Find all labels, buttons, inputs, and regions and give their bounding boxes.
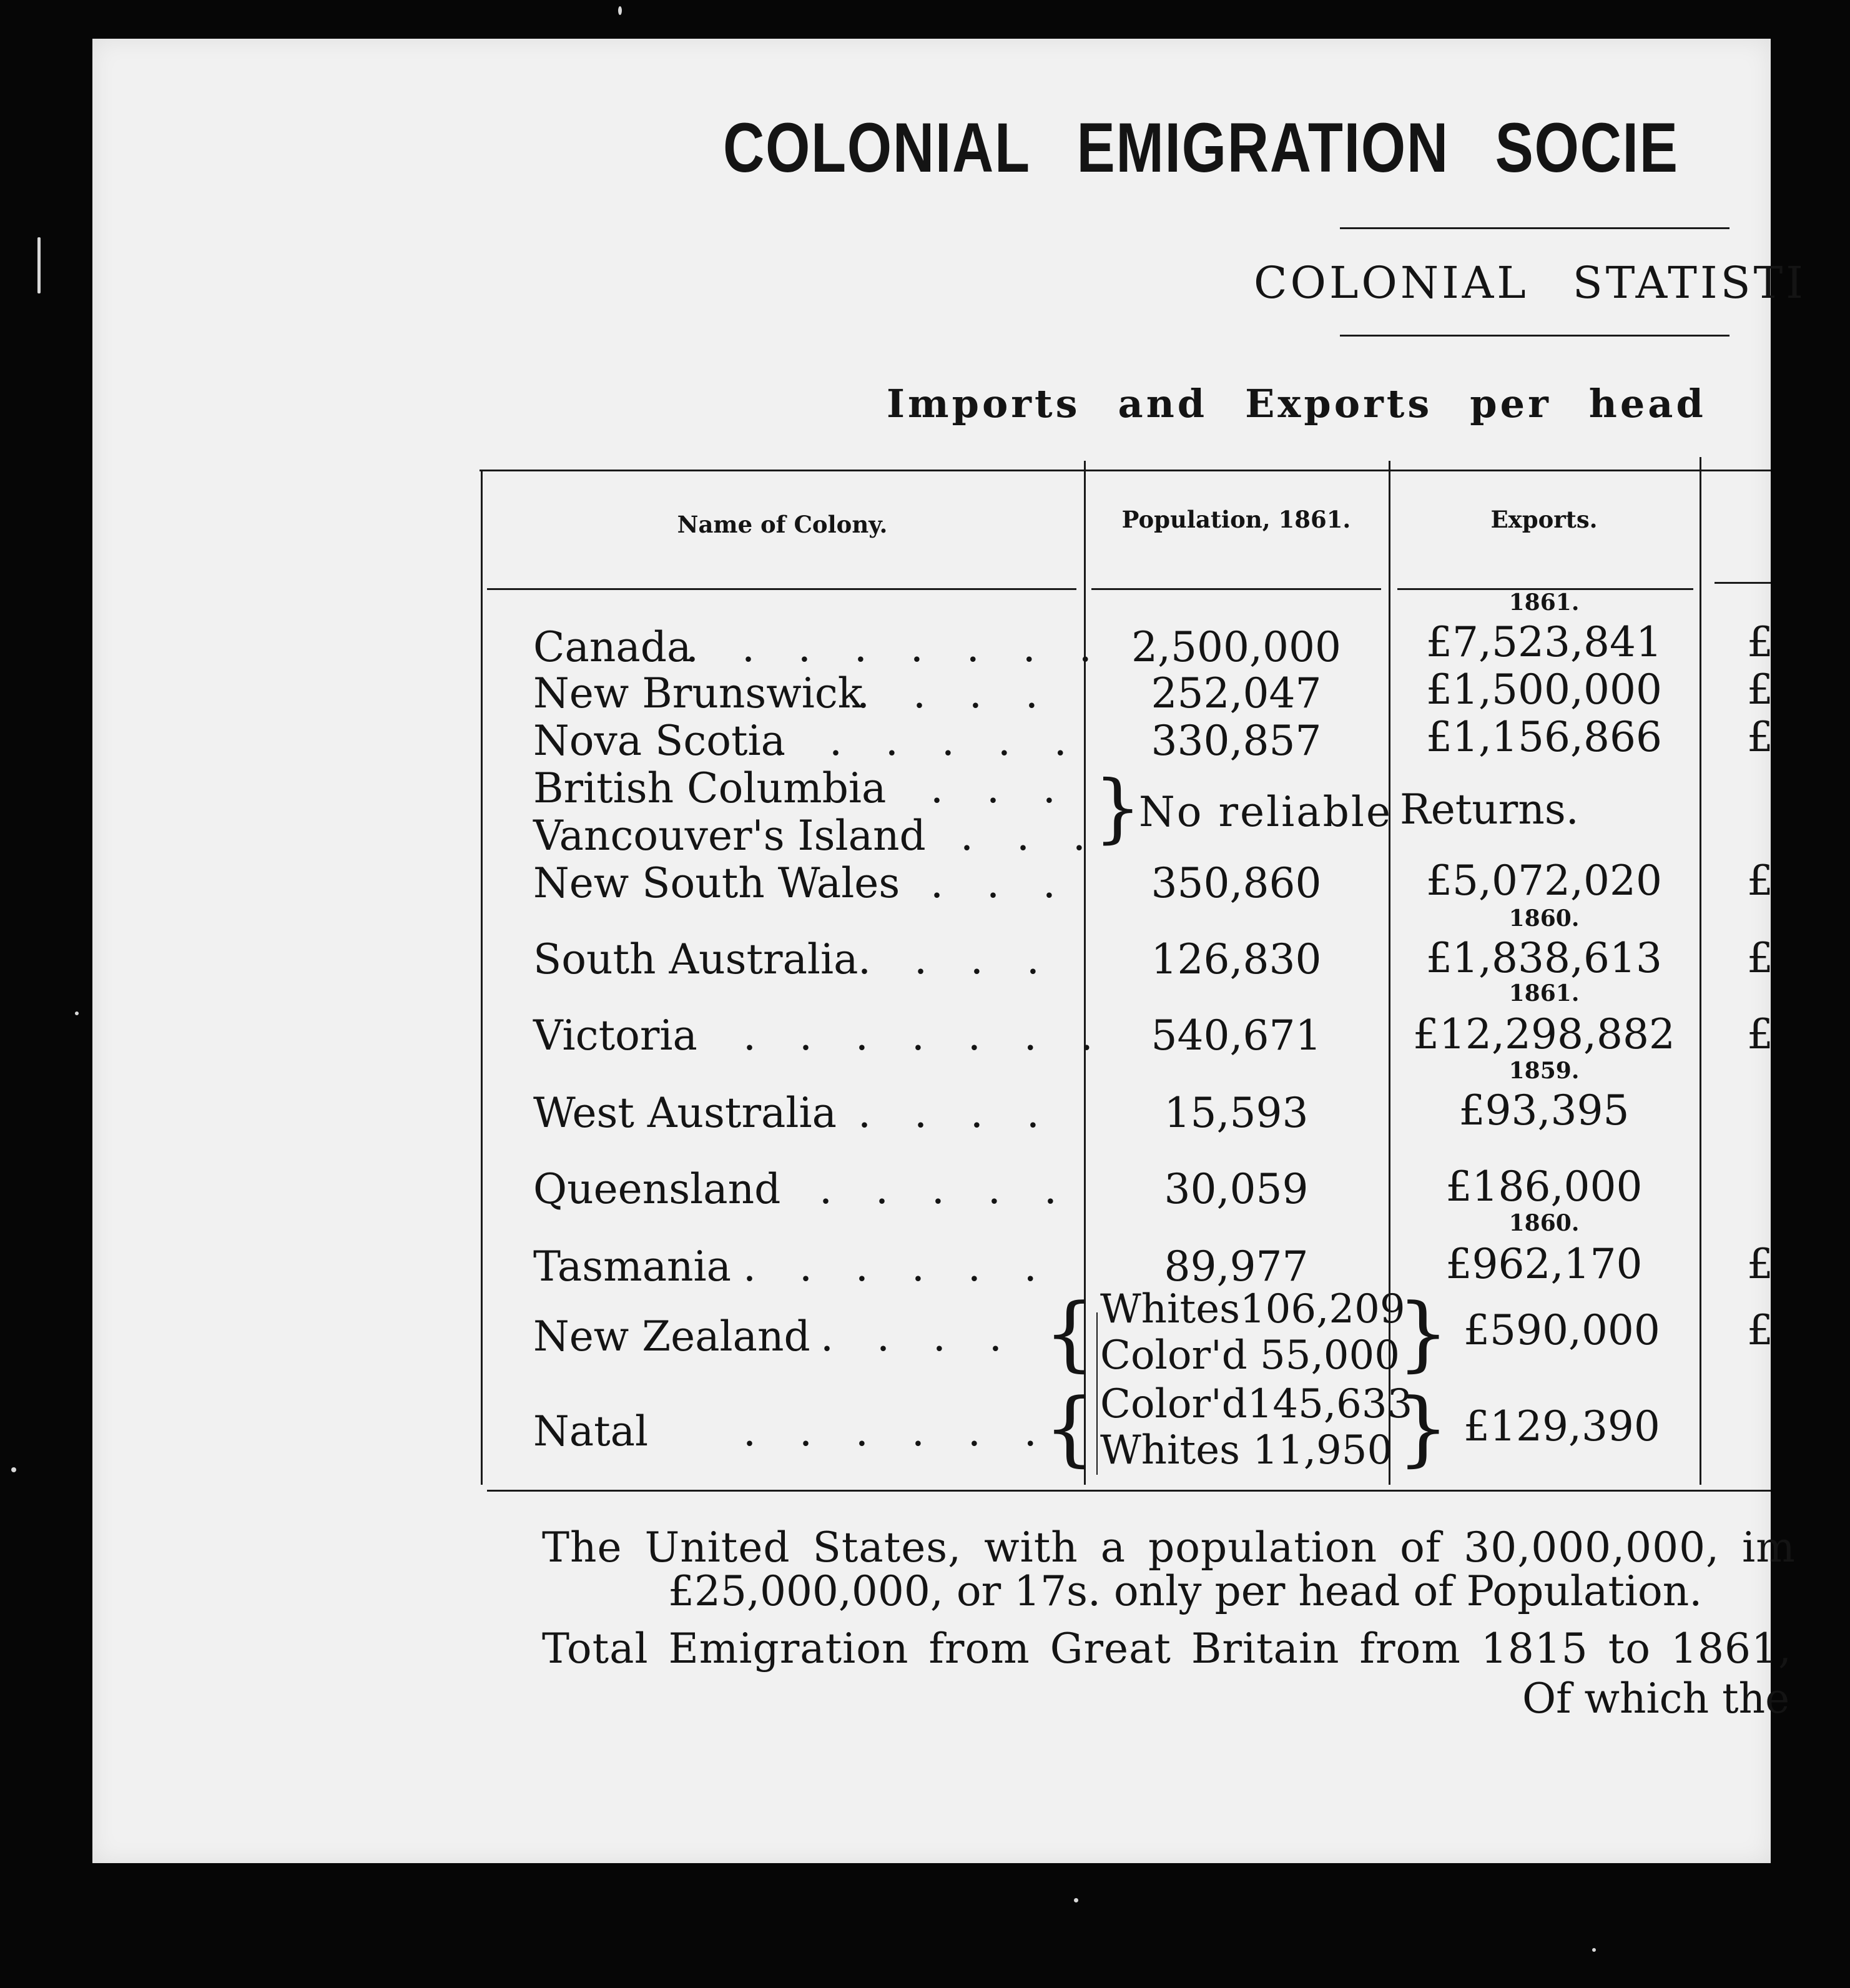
- exports-tasmania: £962,170: [1445, 1240, 1643, 1288]
- colony-name-victoria: Victoria: [533, 1011, 697, 1060]
- nz-natal-divider: [1096, 1312, 1098, 1475]
- imports-truncated: £: [1747, 1306, 1773, 1354]
- dot-leader: . . .: [930, 859, 1071, 907]
- exports-new-zealand: £590,000: [1464, 1306, 1660, 1354]
- title-rule: [1340, 227, 1729, 229]
- population-canada: 2,500,000: [1131, 623, 1341, 671]
- population-tasmania: 89,977: [1164, 1242, 1309, 1291]
- exports-queensland: £186,000: [1445, 1163, 1643, 1211]
- dot-leader: . . .: [930, 764, 1071, 812]
- subtitle-rule: [1340, 335, 1729, 337]
- footer-line-3: Total Emigration from Great Britain from 1815 to 1861,: [542, 1625, 1792, 1673]
- dot-leader: . . . .: [857, 669, 1053, 717]
- imports-truncated: £: [1747, 934, 1773, 982]
- document-page: [92, 39, 1806, 1863]
- document-subtitle: COLONIAL STATISTI: [1254, 257, 1806, 308]
- header-rule-2: [1091, 588, 1381, 590]
- exports-new-brunswick: £1,500,000: [1426, 666, 1662, 714]
- dot-leader: . . . . . . .: [743, 1011, 1108, 1060]
- table-left-border: [481, 470, 483, 1485]
- footer-line-1: The United States, with a population of 30,000,000, im: [542, 1523, 1796, 1572]
- header-rule-4: [1715, 582, 1771, 584]
- exports-natal: £129,390: [1464, 1402, 1660, 1450]
- population-nova-scotia: 330,857: [1151, 717, 1322, 765]
- brace-icon: {: [1044, 1286, 1096, 1380]
- exports-nova-scotia: £1,156,866: [1426, 713, 1662, 761]
- colony-name-west-australia: West Australia: [533, 1089, 837, 1137]
- brace-icon: }: [1397, 1380, 1449, 1475]
- year-note-1860: 1860.: [1508, 905, 1580, 932]
- dot-leader: . . . .: [858, 935, 1055, 983]
- population-south-australia: 126,830: [1151, 935, 1322, 983]
- table-bottom-border: [487, 1490, 1771, 1492]
- brace-icon: {: [1044, 1380, 1096, 1475]
- exports-west-australia: £93,395: [1459, 1086, 1630, 1134]
- footer-line-4: Of which the: [1522, 1675, 1790, 1723]
- population-queensland: 30,059: [1164, 1165, 1309, 1213]
- imports-truncated: £: [1747, 666, 1773, 714]
- year-note-1861: 1861.: [1508, 980, 1580, 1006]
- exports-south-australia: £1,838,613: [1426, 934, 1662, 982]
- dot-leader: . . . . . .: [773, 717, 1082, 765]
- imports-truncated: £: [1747, 1240, 1773, 1288]
- colony-name-new-zealand: New Zealand: [533, 1312, 810, 1361]
- dot-leader: . . . .: [858, 1089, 1055, 1137]
- dot-leader: . . . . . . . .: [686, 623, 1107, 671]
- brace-icon: }: [1397, 1286, 1449, 1380]
- dot-leader: . . .: [960, 812, 1101, 860]
- colony-name-nova-scotia: Nova Scotia: [533, 717, 785, 765]
- year-note-1860: 1860.: [1508, 1210, 1580, 1236]
- dot-leader: . . . . .: [819, 1165, 1072, 1213]
- header-name-of-colony: Name of Colony.: [677, 511, 888, 538]
- exports-returns: Returns.: [1400, 785, 1579, 834]
- year-note-1861: 1861.: [1508, 589, 1580, 616]
- colony-name-tasmania: Tasmania: [533, 1242, 732, 1291]
- table-caption: Imports and Exports per head: [887, 381, 1706, 426]
- header-rule-1: [487, 588, 1076, 590]
- colony-name-south-australia: South Australia: [533, 935, 859, 983]
- dot-leader: . . . . . .: [743, 1407, 1052, 1455]
- colony-name-natal: Natal: [533, 1407, 649, 1455]
- column-divider-3: [1700, 457, 1701, 1485]
- brace-icon: }: [1094, 765, 1142, 852]
- document-title: COLONIAL EMIGRATION SOCIE: [723, 109, 1679, 187]
- imports-truncated: £: [1747, 713, 1773, 761]
- population-victoria: 540,671: [1151, 1011, 1322, 1060]
- colony-name-new-south-wales: New South Wales: [533, 859, 900, 907]
- population-new-brunswick: 252,047: [1151, 669, 1322, 717]
- colony-name-queensland: Queensland: [533, 1165, 781, 1213]
- header-population: Population, 1861.: [1121, 506, 1351, 533]
- population-no-reliable: No reliable: [1139, 788, 1393, 836]
- population-new-south-wales: 350,860: [1151, 859, 1322, 907]
- dot-leader: . . . . . .: [743, 1242, 1052, 1291]
- colony-name-british-columbia: British Columbia: [533, 764, 887, 812]
- colony-name-vancouvers-island: Vancouver's Island: [533, 812, 926, 860]
- footer-line-2: £25,000,000, or 17s. only per head of Population.: [668, 1567, 1703, 1615]
- colony-name-canada: Canada: [533, 623, 692, 671]
- population-natal-whites: Whites 11,950: [1100, 1427, 1393, 1474]
- exports-canada: £7,523,841: [1426, 618, 1662, 666]
- imports-truncated: £: [1747, 618, 1773, 666]
- colony-name-new-brunswick: New Brunswick: [533, 669, 863, 717]
- year-note-1859: 1859.: [1508, 1058, 1580, 1084]
- table-top-border: [480, 470, 1771, 471]
- dot-leader: . . . .: [820, 1312, 1017, 1361]
- header-exports: Exports.: [1490, 506, 1598, 533]
- exports-new-south-wales: £5,072,020: [1426, 857, 1662, 905]
- imports-truncated: £: [1747, 1010, 1773, 1058]
- exports-victoria: £12,298,882: [1413, 1010, 1675, 1058]
- population-new-zealand-whites: Whites106,209: [1100, 1286, 1405, 1332]
- population-west-australia: 15,593: [1164, 1089, 1309, 1137]
- population-new-zealand-coloured: Color'd 55,000: [1100, 1332, 1400, 1379]
- population-natal-coloured: Color'd145,633: [1100, 1381, 1413, 1427]
- imports-truncated: £: [1747, 857, 1773, 905]
